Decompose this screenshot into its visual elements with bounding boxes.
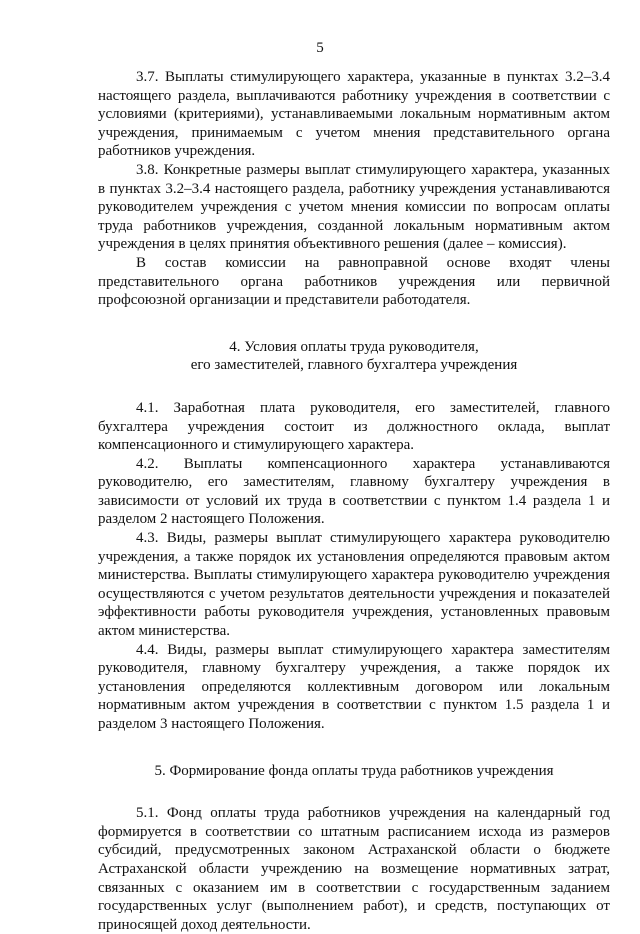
page-number: 5: [316, 40, 324, 56]
section-4-heading-line-2: его заместителей, главного бухгалтера учреждения: [190, 357, 518, 374]
paragraph-4-1: 4.1. Заработная плата руководителя, его заместителей, главного бухгалтера учреждения состоит из должностного оклада, выплат компенсационного и стимулирующего характера.: [98, 399, 610, 454]
paragraph-3-8: 3.8. Конкретные размеры выплат стимулирующего характера, указанных в пунктах 3.2–3.4 настоящего раздела, работнику учреждения устанавливаются руководителем учреждения с учетом мнения комиссии по вопросам оплаты труда работников учреждения, созданной локальным нормативным актом учреждения в целях принятия объективного решения (далее – комиссия).: [98, 161, 610, 253]
section-4-heading-line-1: 4. Условия оплаты труда руководителя,: [229, 338, 479, 355]
paragraph-3-7: 3.7. Выплаты стимулирующего характера, указанные в пунктах 3.2–3.4 настоящего раздела, выплачиваются работнику учреждения в соответствии с условиями (критериями), устанавливаемыми локальным нормативным актом учреждения, принимаемым с учетом мнения представительного органа работников учреждения.: [98, 69, 610, 160]
paragraph-4-3: 4.3. Виды, размеры выплат стимулирующего характера руководителю учреждения, а также порядок их установления определяются правовым актом министерства. Выплаты стимулирующего характера руководителю учреждения осуществляются с учетом результатов деятельности учреждения и показателей эффективности работы руководителя учреждения, установленных правовым актом министерства.: [98, 530, 610, 640]
document-body: [98, 68, 610, 934]
paragraph-commission: В состав комиссии на равноправной основе входят члены представительного органа работников учреждения или первичной профсоюзной организации и представители работодателя.: [98, 254, 610, 309]
section-5-heading: 5. Формирование фонда оплаты труда работников учреждения: [154, 762, 554, 779]
section-4-heading: [98, 338, 610, 375]
paragraph-5-1: 5.1. Фонд оплаты труда работников учреждения на календарный год формируется в соответствии со штатным расписанием исхода из размеров субсидий, предусмотренных законом Астраханской области о бюджете Астраханской области учреждению на возмещение нормативных затрат, связанных с оказанием им в соответствии с государственным заданием государственных услуг (выполнением работ), и средств, поступающих от приносящей доход деятельности.: [98, 805, 610, 933]
paragraph-4-4: 4.4. Виды, размеры выплат стимулирующего характера заместителям руководителя, главному бухгалтеру учреждения, а также порядок их установления определяются коллективным договором или локальным нормативным актом учреждения в соответствии с пунктом 1.5 раздела 1 и разделом 3 настоящего Положения.: [98, 641, 610, 732]
paragraph-4-2: 4.2. Выплаты компенсационного характера устанавливаются руководителю, его заместителям, главному бухгалтеру учреждения в зависимости от условий их труда в соответствии с пунктом 1.4 раздела 1 и разделом 2 настоящего Положения.: [98, 455, 610, 528]
